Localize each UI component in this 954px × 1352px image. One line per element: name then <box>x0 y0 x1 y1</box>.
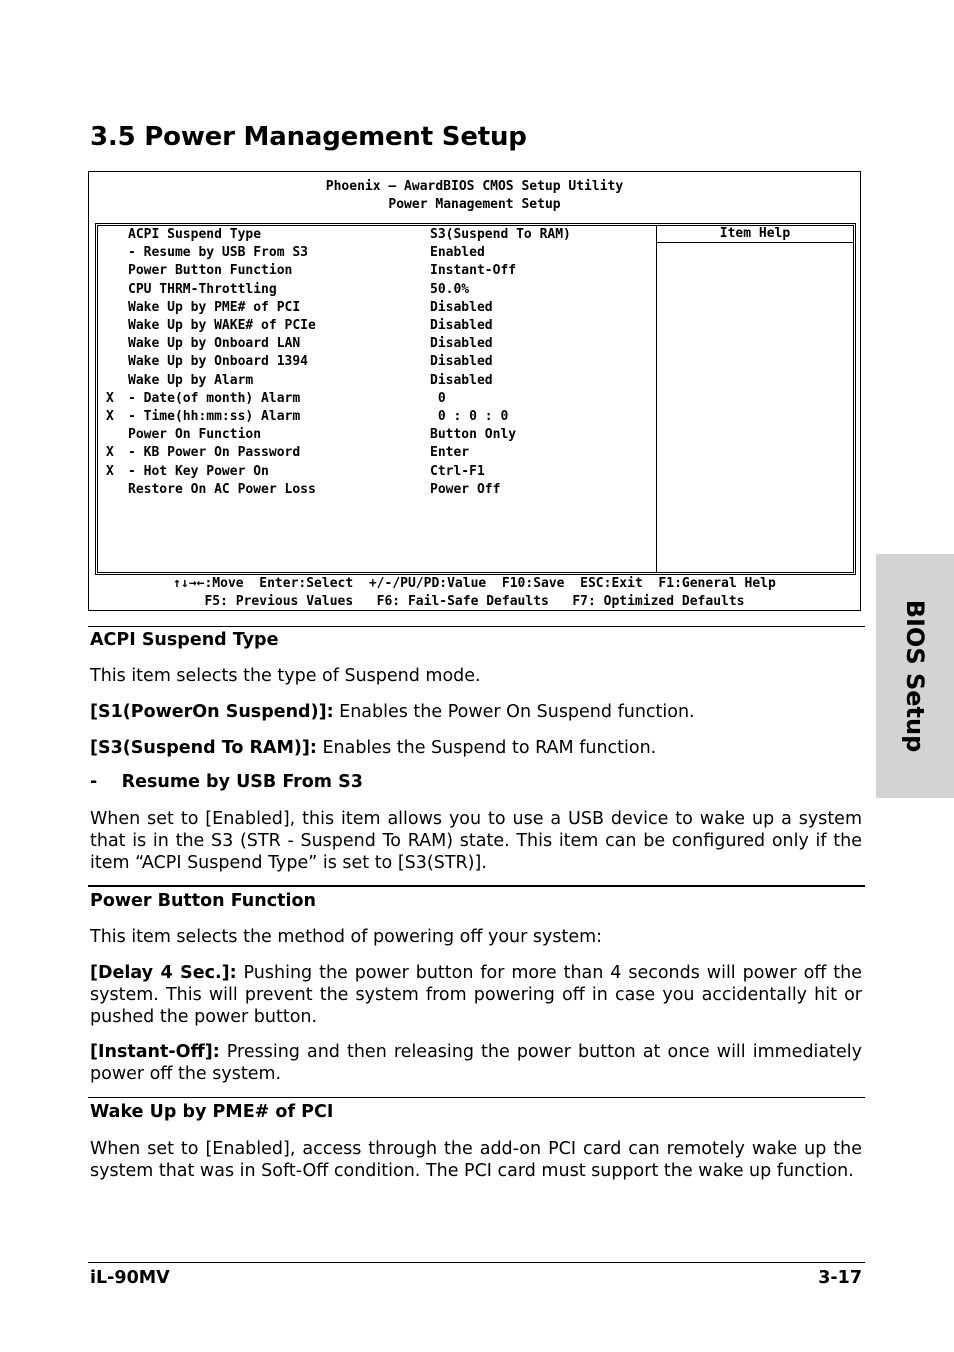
acpi-s1 <box>90 701 862 723</box>
setting-label: Wake Up by Onboard LAN <box>128 336 301 352</box>
footer-model: iL-90MV <box>90 1268 170 1288</box>
setting-value[interactable]: Disabled <box>430 299 493 315</box>
acpi-s3-label: [S3(Suspend To RAM)]: <box>90 738 317 758</box>
instant-text: Pressing and then releasing the power button at once will immediately power off the system. <box>90 1042 862 1084</box>
setting-value[interactable]: Ctrl-F1 <box>430 463 485 479</box>
setting-label: - Resume by USB From S3 <box>128 245 309 261</box>
disabled-marker: X <box>106 463 114 479</box>
setting-value[interactable]: 50.0% <box>430 281 470 297</box>
setting-value[interactable]: 0 : 0 : 0 <box>430 409 509 424</box>
setting-value[interactable]: Button Only <box>430 427 517 443</box>
setting-label: - Date(of month) Alarm <box>128 390 301 406</box>
bios-screen <box>88 171 861 611</box>
setting-value[interactable]: Disabled <box>430 354 493 370</box>
item-help-panel <box>656 226 853 572</box>
setting-value[interactable]: Power Off <box>430 481 501 497</box>
page-title: 3.5 Power Management Setup <box>90 122 527 152</box>
acpi-heading: ACPI Suspend Type <box>90 630 279 650</box>
setting-value[interactable]: Enter <box>430 445 470 461</box>
acpi-desc: This item selects the type of Suspend mode. <box>90 666 481 686</box>
divider <box>88 885 865 887</box>
acpi-s3-text: Enables the Suspend to RAM function. <box>316 738 657 758</box>
divider <box>88 626 865 627</box>
setting-label: Restore On AC Power Loss <box>128 481 316 497</box>
power-button-heading: Power Button Function <box>90 891 316 911</box>
resume-desc: When set to [Enabled], this item allows you to use a USB device to wake up a system that is in the S3 (STR - Suspend To RAM) state. This item can be configured only if the item “ACPI Suspend Type” is set to [S3(STR)]. <box>90 809 862 873</box>
setting-value[interactable]: Disabled <box>430 372 493 388</box>
setting-label: Power Button Function <box>128 263 293 279</box>
setting-value[interactable]: Instant-Off <box>430 263 517 279</box>
wake-pme-desc: When set to [Enabled], access through the add-on PCI card can remotely wake up the system that was in Soft-Off condition. The PCI card must support the wake up function. <box>90 1139 862 1181</box>
bios-settings-panel <box>95 223 856 575</box>
divider <box>88 1097 865 1098</box>
bios-key-help-line1: ↑↓→←:Move Enter:Select +/-/PU/PD:Value F10:Save ESC:Exit F1:General Help <box>173 576 776 591</box>
acpi-s1-label: [S1(PowerOn Suspend)]: <box>90 702 334 722</box>
disabled-marker: X <box>106 409 114 424</box>
wake-pme-heading: Wake Up by PME# of PCI <box>90 1102 334 1122</box>
item-help-title: Item Help <box>657 226 853 243</box>
setting-label: ACPI Suspend Type <box>128 227 262 242</box>
footer-page-number: 3-17 <box>818 1268 862 1288</box>
setting-value[interactable]: Disabled <box>430 336 493 352</box>
chapter-side-tab <box>876 554 954 798</box>
setting-label: - KB Power On Password <box>128 445 301 461</box>
setting-label: Wake Up by PME# of PCI <box>128 299 301 315</box>
setting-label: Wake Up by Onboard 1394 <box>128 354 309 370</box>
setting-value[interactable]: Disabled <box>430 318 493 333</box>
acpi-s3 <box>90 737 862 759</box>
bios-header-subtitle: Power Management Setup <box>388 197 561 212</box>
delay-label: [Delay 4 Sec.]: <box>90 963 237 983</box>
chapter-side-tab-label: BIOS Setup <box>901 599 929 753</box>
power-button-instant <box>90 1041 862 1085</box>
delay-text: Pushing the power button for more than 4 seconds will power off the system. This will prevent the system from powering off in case you accidentally hit or pushed the power button. <box>90 963 862 1027</box>
resume-heading: - Resume by USB From S3 <box>90 772 363 792</box>
setting-label: - Time(hh:mm:ss) Alarm <box>128 409 301 424</box>
setting-label: CPU THRM-Throttling <box>128 281 277 297</box>
setting-label: - Hot Key Power On <box>128 463 269 479</box>
setting-label: Wake Up by WAKE# of PCIe <box>128 318 316 333</box>
setting-label: Power On Function <box>128 427 262 443</box>
footer-divider <box>88 1262 865 1263</box>
power-button-delay <box>90 962 862 1028</box>
instant-label: [Instant-Off]: <box>90 1042 220 1062</box>
disabled-marker: X <box>106 445 114 461</box>
bios-key-help-line2: F5: Previous Values F6: Fail-Safe Defaults F7: Optimized Defaults <box>204 594 745 609</box>
acpi-s1-text: Enables the Power On Suspend function. <box>333 702 695 722</box>
power-button-desc: This item selects the method of powering off your system: <box>90 927 603 947</box>
bios-header-title: Phoenix – AwardBIOS CMOS Setup Utility <box>325 179 624 194</box>
disabled-marker: X <box>106 390 114 406</box>
setting-label: Wake Up by Alarm <box>128 372 254 388</box>
setting-value[interactable]: S3(Suspend To RAM) <box>430 227 571 242</box>
setting-value[interactable]: 0 <box>430 390 446 406</box>
setting-value[interactable]: Enabled <box>430 245 485 261</box>
